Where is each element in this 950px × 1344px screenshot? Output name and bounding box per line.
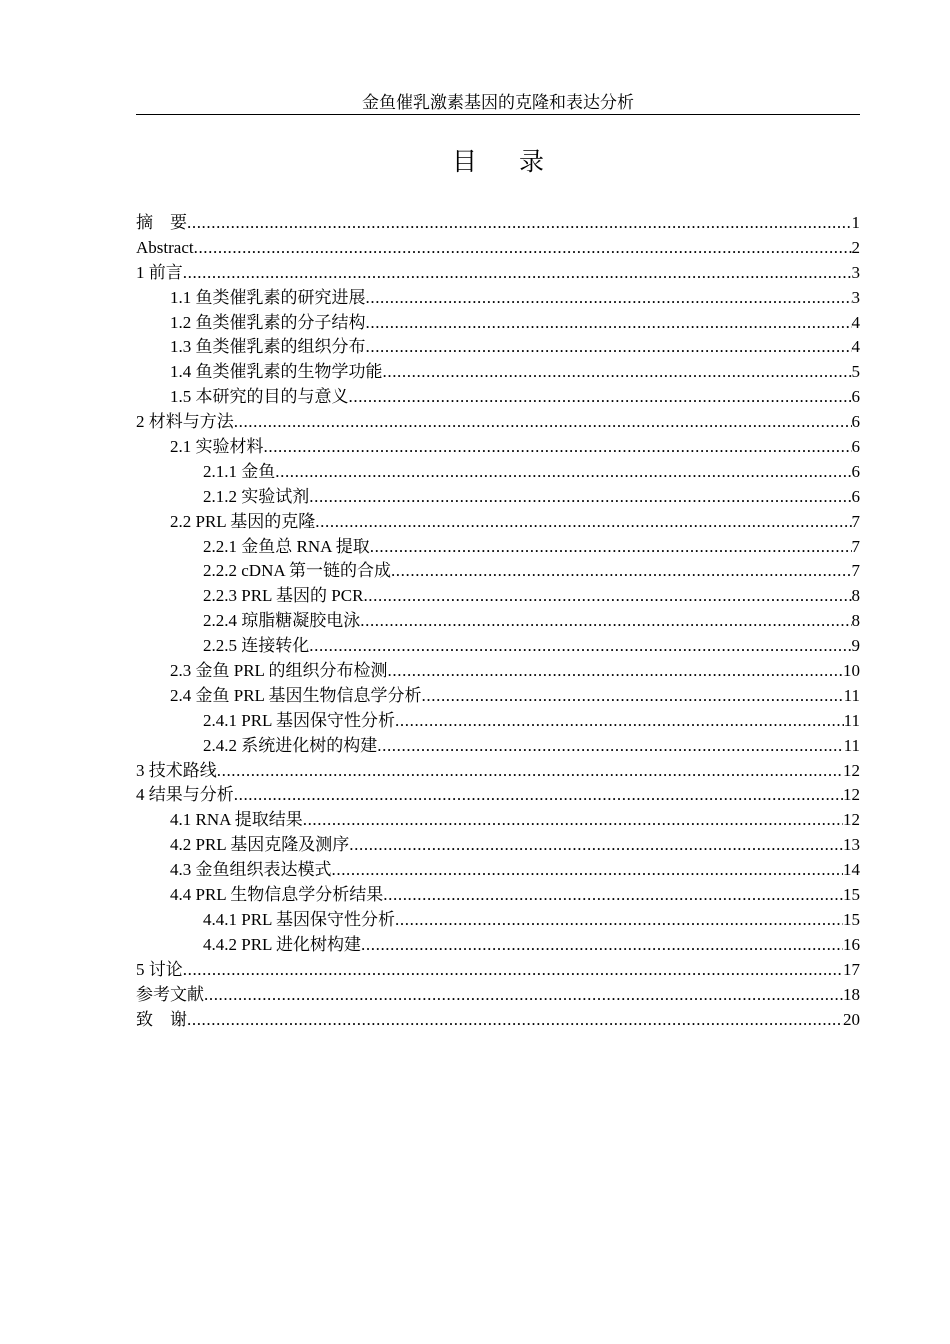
toc-entry[interactable] (136, 535, 860, 560)
toc-entry[interactable] (136, 584, 860, 609)
toc-dot-leader (204, 983, 843, 1008)
toc-entry-page-number: 9 (851, 636, 860, 656)
toc-entry[interactable] (136, 933, 860, 958)
toc-entry-page-number: 16 (843, 934, 860, 954)
toc-entry-label: 4.4 PRL 生物信息学分析结果 (170, 885, 384, 905)
toc-dot-leader (363, 584, 851, 609)
toc-entry[interactable] (136, 311, 860, 336)
toc-entry-page-number: 11 (843, 735, 860, 755)
toc-dot-leader (360, 609, 851, 634)
toc-dot-leader (383, 883, 843, 908)
toc-entry[interactable] (136, 335, 860, 360)
toc-entry-label: 5 讨论 (136, 959, 183, 979)
toc-dot-leader (383, 360, 852, 385)
toc-entry-label: 4.3 金鱼组织表达模式 (170, 860, 332, 880)
toc-entry[interactable] (136, 510, 860, 535)
toc-dot-leader (234, 410, 852, 435)
toc-entry[interactable] (136, 236, 860, 261)
toc-entry-label: 2.1.2 实验试剂 (203, 486, 310, 506)
toc-entry-page-number: 6 (851, 387, 860, 407)
toc-dot-leader (183, 261, 852, 286)
toc-entry-label: 1.1 鱼类催乳素的研究进展 (170, 287, 366, 307)
toc-entry-label: 参考文献 (136, 984, 204, 1004)
toc-entry-label: 4.4.1 PRL 基因保守性分析 (203, 909, 396, 929)
toc-entry-page-number: 12 (843, 810, 860, 830)
toc-entry[interactable] (136, 883, 860, 908)
toc-entry-page-number: 7 (851, 511, 860, 531)
toc-entry-label: 2.2.2 cDNA 第一链的合成 (203, 561, 391, 581)
toc-dot-leader (388, 659, 843, 684)
toc-dot-leader (377, 734, 843, 759)
toc-dot-leader (234, 783, 843, 808)
toc-entry-label: 2.1 实验材料 (170, 437, 264, 457)
toc-entry-label: 1.5 本研究的目的与意义 (170, 387, 349, 407)
toc-entry[interactable] (136, 908, 860, 933)
toc-entry-page-number: 18 (843, 984, 860, 1004)
toc-entry-page-number: 6 (851, 486, 860, 506)
toc-dot-leader (349, 833, 843, 858)
toc-entry-label: 2.3 金鱼 PRL 的组织分布检测 (170, 661, 388, 681)
toc-dot-leader (309, 634, 851, 659)
toc-entry-label: 4.1 RNA 提取结果 (170, 810, 303, 830)
toc-entry[interactable] (136, 410, 860, 435)
toc-dot-leader (187, 1008, 843, 1033)
toc-entry-page-number: 3 (851, 262, 860, 282)
toc-entry[interactable] (136, 783, 860, 808)
toc-entry-page-number: 14 (843, 860, 860, 880)
toc-entry[interactable] (136, 286, 860, 311)
toc-entry-page-number: 12 (843, 785, 860, 805)
toc-entry-page-number: 5 (851, 362, 860, 382)
toc-entry[interactable] (136, 261, 860, 286)
toc-entry-page-number: 2 (851, 237, 860, 257)
toc-dot-leader (315, 510, 851, 535)
toc-dot-leader (349, 385, 852, 410)
toc-entry-page-number: 8 (851, 611, 860, 631)
toc-dot-leader (187, 211, 852, 236)
toc-entry-page-number: 15 (843, 909, 860, 929)
toc-entry[interactable] (136, 485, 860, 510)
toc-entry-label: 致 谢 (136, 1009, 187, 1029)
toc-entry-label: 1.2 鱼类催乳素的分子结构 (170, 312, 366, 332)
toc-dot-leader (303, 808, 843, 833)
toc-entry[interactable] (136, 360, 860, 385)
toc-dot-leader (183, 958, 843, 983)
toc-dot-leader (395, 709, 844, 734)
toc-entry-label: 4.4.2 PRL 进化树构建 (203, 934, 362, 954)
toc-entry[interactable] (136, 983, 860, 1008)
toc-entry-page-number: 10 (843, 661, 860, 681)
toc-title: 目录 (451, 149, 586, 176)
header-rule (136, 114, 860, 115)
toc-entry[interactable] (136, 460, 860, 485)
toc-entry-page-number: 15 (843, 885, 860, 905)
toc-entry-label: 1 前言 (136, 262, 183, 282)
toc-entry-page-number: 6 (851, 412, 860, 432)
toc-entry-page-number: 7 (851, 561, 860, 581)
toc-dot-leader (264, 435, 852, 460)
toc-entry-label: 4 结果与分析 (136, 785, 234, 805)
toc-entry[interactable] (136, 684, 860, 709)
toc-entry-label: 2.2 PRL 基因的克隆 (170, 511, 316, 531)
toc-entry-page-number: 6 (851, 461, 860, 481)
toc-entry-label: 4.2 PRL 基因克隆及测序 (170, 835, 350, 855)
toc-entry-label: 2.4.2 系统进化树的构建 (203, 735, 378, 755)
toc-entry[interactable] (136, 734, 860, 759)
toc-dot-leader (391, 559, 852, 584)
toc-entry-page-number: 8 (851, 586, 860, 606)
toc-entry-label: Abstract (136, 237, 194, 257)
toc-entry-page-number: 1 (851, 213, 860, 232)
toc-dot-leader (332, 858, 844, 883)
toc-entry[interactable] (136, 759, 860, 784)
toc-entry-label: 1.3 鱼类催乳素的组织分布 (170, 337, 366, 357)
toc-entry-page-number: 6 (851, 437, 860, 457)
toc-entry-page-number: 20 (843, 1009, 860, 1029)
toc-entry-label: 2 材料与方法 (136, 412, 234, 432)
toc-entry-label: 2.2.3 PRL 基因的 PCR (203, 586, 364, 606)
toc-entry-page-number: 4 (851, 337, 860, 357)
toc-entry[interactable] (136, 609, 860, 634)
toc-dot-leader (366, 311, 852, 336)
toc-dot-leader (366, 335, 852, 360)
toc-entry[interactable] (136, 858, 860, 883)
toc-dot-leader (370, 535, 852, 560)
toc-entry-page-number: 3 (851, 287, 860, 307)
toc-entry-page-number: 11 (843, 710, 860, 730)
toc-entry-label: 2.2.4 琼脂糖凝胶电泳 (203, 611, 361, 631)
toc-entry-label: 2.2.5 连接转化 (203, 636, 310, 656)
toc-dot-leader (309, 485, 851, 510)
toc-dot-leader (275, 460, 851, 485)
table-of-contents (136, 211, 860, 1032)
toc-entry-label: 3 技术路线 (136, 760, 217, 780)
toc-entry-page-number: 4 (851, 312, 860, 332)
toc-entry-label: 2.1.1 金鱼 (203, 461, 276, 481)
toc-entry[interactable] (136, 958, 860, 983)
toc-entry[interactable] (136, 634, 860, 659)
toc-entry-label: 2.4.1 PRL 基因保守性分析 (203, 710, 396, 730)
toc-entry[interactable] (136, 659, 860, 684)
toc-dot-leader (366, 286, 852, 311)
toc-entry[interactable] (136, 833, 860, 858)
toc-dot-leader (395, 908, 843, 933)
toc-dot-leader (422, 684, 844, 709)
toc-entry-page-number: 17 (843, 959, 860, 979)
toc-entry[interactable] (136, 211, 860, 236)
toc-entry-label: 2.2.1 金鱼总 RNA 提取 (203, 536, 370, 556)
toc-entry[interactable] (136, 709, 860, 734)
toc-entry[interactable] (136, 435, 860, 460)
toc-entry-label: 2.4 金鱼 PRL 基因生物信息学分析 (170, 685, 422, 705)
toc-entry-label: 摘 要 (136, 213, 187, 232)
toc-dot-leader (361, 933, 843, 958)
toc-entry[interactable] (136, 385, 860, 410)
toc-entry-page-number: 12 (843, 760, 860, 780)
toc-entry[interactable] (136, 559, 860, 584)
toc-dot-leader (194, 236, 852, 261)
toc-entry-page-number: 13 (843, 835, 860, 855)
toc-dot-leader (217, 759, 843, 784)
toc-entry[interactable] (136, 808, 860, 833)
toc-entry-label: 1.4 鱼类催乳素的生物学功能 (170, 362, 383, 382)
toc-entry[interactable] (136, 1008, 860, 1033)
toc-entry-page-number: 7 (851, 536, 860, 556)
toc-entry-page-number: 11 (843, 685, 860, 705)
running-header: 金鱼催乳激素基因的克隆和表达分析 (362, 93, 634, 112)
